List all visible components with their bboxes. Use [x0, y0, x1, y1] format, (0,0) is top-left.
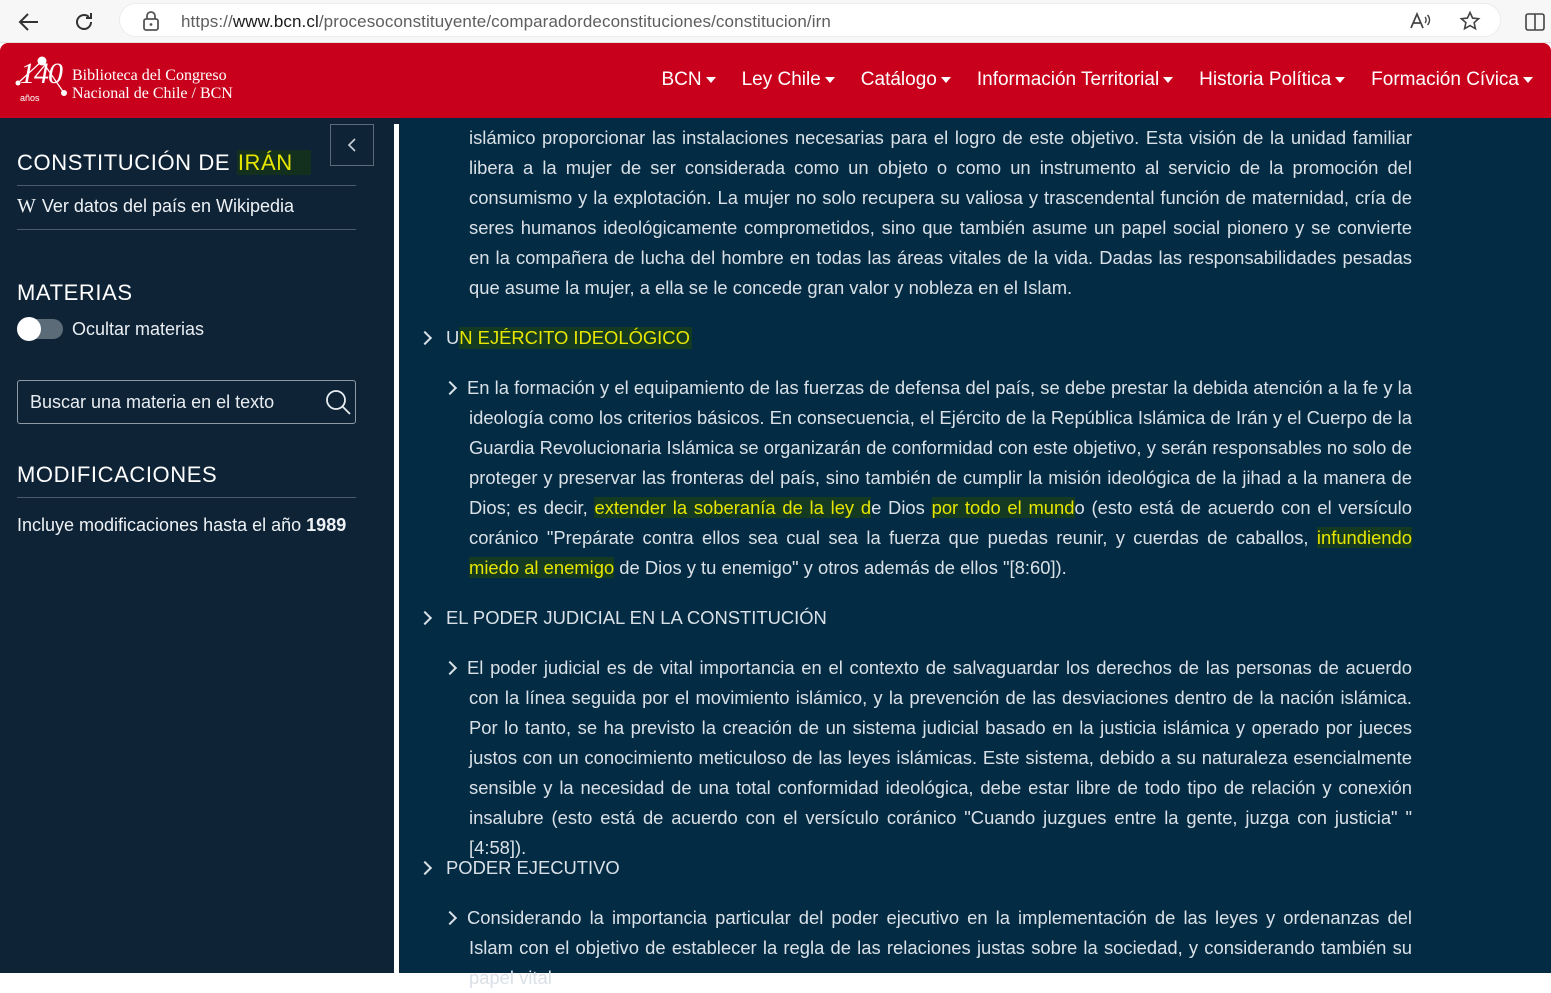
- logo-number: 140: [20, 57, 62, 90]
- caret-down-icon: [941, 77, 951, 83]
- caret-down-icon: [1523, 77, 1533, 83]
- paragraph: islámico proporcionar las instalaciones necesarias para el logro de este objetivo. Esta visión de la unidad familiar libera a la mujer de ser considerada como un objeto o como un instrumento al servicio de la promoción del consumismo y la explotación. La mujer no solo recupera su valiosa y trascendental función de maternidad, cría de seres humanos ideológicamente comprometidos, sino que también asume un papel social pionero y se convierte en la compañera de lucha del hombre en todas las áreas vitales de la vida. Dadas las responsabilidades pesadas que asume la mujer, a ella se le concede gran valor y nobleza en el Islam.: [469, 127, 1412, 298]
- search-placeholder: Buscar una materia en el texto: [30, 392, 275, 412]
- wikipedia-icon: W: [17, 195, 36, 217]
- caret-down-icon: [825, 77, 835, 83]
- divider: [17, 185, 356, 186]
- nav-bcn[interactable]: BCN: [661, 69, 715, 91]
- ocultar-materias-toggle[interactable]: [17, 319, 63, 339]
- logo-years: años: [20, 93, 40, 103]
- chevron-right-icon[interactable]: [443, 911, 457, 925]
- page-title: CONSTITUCIÓN DE IRÁN: [17, 150, 311, 176]
- caret-down-icon: [706, 77, 716, 83]
- lock-icon[interactable]: [142, 10, 162, 32]
- divider: [17, 229, 356, 230]
- reload-icon[interactable]: [69, 7, 99, 37]
- paragraph: En la formación y el equipamiento de las fuerzas de defensa del país, se debe prestar la debida atención a la fe y la ideología como los criterios básicos. En consecuencia, el Ejército de la República Islámica de Irán y el Cuerpo de la Guardia Revolucionaria Islámica se organizarán de conformidad con este objetivo, y serán responsables no solo de proteger y preservar las fronteras del país, sino también de cumplir la misión ideológica de la jihad a la manera de Dios; es decir, extender la soberanía de la ley de Dios por todo el mundo (esto está de acuerdo con el versículo coránico "Prepárate contra ellos sea cual sea la fuerza que puedas reunir, y cuerdas de caballos, infundiendo miedo al enemigo de Dios y tu enemigo" y otros además de ellos "[8:60]).: [467, 377, 1412, 578]
- country-name: IRÁN: [237, 150, 311, 175]
- caret-down-icon: [1335, 77, 1345, 83]
- chevron-right-icon[interactable]: [443, 661, 457, 675]
- bcn-logo[interactable]: [14, 53, 254, 109]
- nav-informacion-territorial[interactable]: Información Territorial: [977, 69, 1173, 91]
- section-poder-ejecutivo[interactable]: PODER EJECUTIVO: [418, 857, 620, 879]
- chevron-right-icon: [418, 861, 432, 875]
- section-ejercito-ideologico[interactable]: U N EJÉRCITO IDEOLÓGICO: [418, 327, 692, 349]
- divider: [17, 497, 356, 498]
- section-poder-judicial[interactable]: EL PODER JUDICIAL EN LA CONSTITUCIÓN: [418, 607, 827, 629]
- wikipedia-link[interactable]: W Ver datos del país en Wikipedia: [17, 195, 295, 217]
- split-screen-icon[interactable]: [1520, 7, 1550, 37]
- paragraph: Considerando la importancia particular del poder ejecutivo en la implementación de las leyes y ordenanzas del Islam con el objetivo de establecer la regla de las relaciones justas sobre la sociedad, y considerando también su papel vital: [467, 907, 1412, 988]
- caret-down-icon: [1163, 77, 1173, 83]
- site-header: [0, 43, 1551, 118]
- chevron-left-icon: [346, 137, 358, 153]
- modificaciones-text: Incluye modificaciones hasta el año 1989: [17, 515, 347, 535]
- main-nav: [635, 69, 1533, 91]
- browser-toolbar: [0, 0, 1551, 43]
- logo-text: Biblioteca del Congreso Nacional de Chile / BCN: [72, 67, 233, 102]
- back-arrow-icon[interactable]: [14, 7, 44, 37]
- address-bar[interactable]: [119, 3, 1501, 37]
- sidebar: [0, 118, 374, 973]
- highlight: extender la soberanía de la ley d: [594, 497, 872, 518]
- nav-historia-politica[interactable]: Historia Política: [1199, 69, 1345, 91]
- toggle-label: Ocultar materias: [72, 319, 205, 339]
- collapse-sidebar-button[interactable]: [330, 124, 374, 166]
- favorite-star-icon[interactable]: [1455, 6, 1485, 36]
- search-icon[interactable]: [323, 387, 353, 417]
- read-aloud-icon[interactable]: [1405, 6, 1435, 36]
- materias-heading: MATERIAS: [17, 280, 133, 305]
- url-text: https://www.bcn.cl/procesoconstituyente/comparadordeconstituciones/constitucion/irn: [181, 12, 831, 31]
- nav-catalogo[interactable]: Catálogo: [861, 69, 951, 91]
- nav-formacion-civica[interactable]: Formación Cívica: [1371, 69, 1533, 91]
- constitution-text: [400, 118, 1551, 988]
- nav-ley-chile[interactable]: Ley Chile: [742, 69, 835, 91]
- panel-divider: [374, 118, 400, 973]
- chevron-right-icon: [418, 611, 432, 625]
- highlight: infundiendo miedo al enemigo: [469, 527, 1412, 578]
- chevron-right-icon[interactable]: [443, 381, 457, 395]
- chevron-right-icon: [418, 331, 432, 345]
- highlight: por todo el mund: [931, 497, 1075, 518]
- paragraph: El poder judicial es de vital importancia en el contexto de salvaguardar los derechos de las personas de acuerdo con la línea seguida por el movimiento islámico, y la prevención de las desviaciones dentro de la nación islámica. Por lo tanto, se ha previsto la creación de un sistema judicial basado en la justicia islámica y operado por jueces justos con un conocimiento meticuloso de las leyes islámicas. Este sistema, debido a su naturaleza esencialmente sensible y la necesidad de una total conformidad ideológica, debe estar libre de todo tipo de relación y conexión insalubre (esto está de acuerdo con el versículo coránico "Cuando juzgues entre la gente, juzga con justicia" "[4:58]).: [467, 657, 1412, 858]
- materia-search-input[interactable]: [17, 380, 356, 424]
- modificaciones-heading: MODIFICACIONES: [17, 462, 218, 487]
